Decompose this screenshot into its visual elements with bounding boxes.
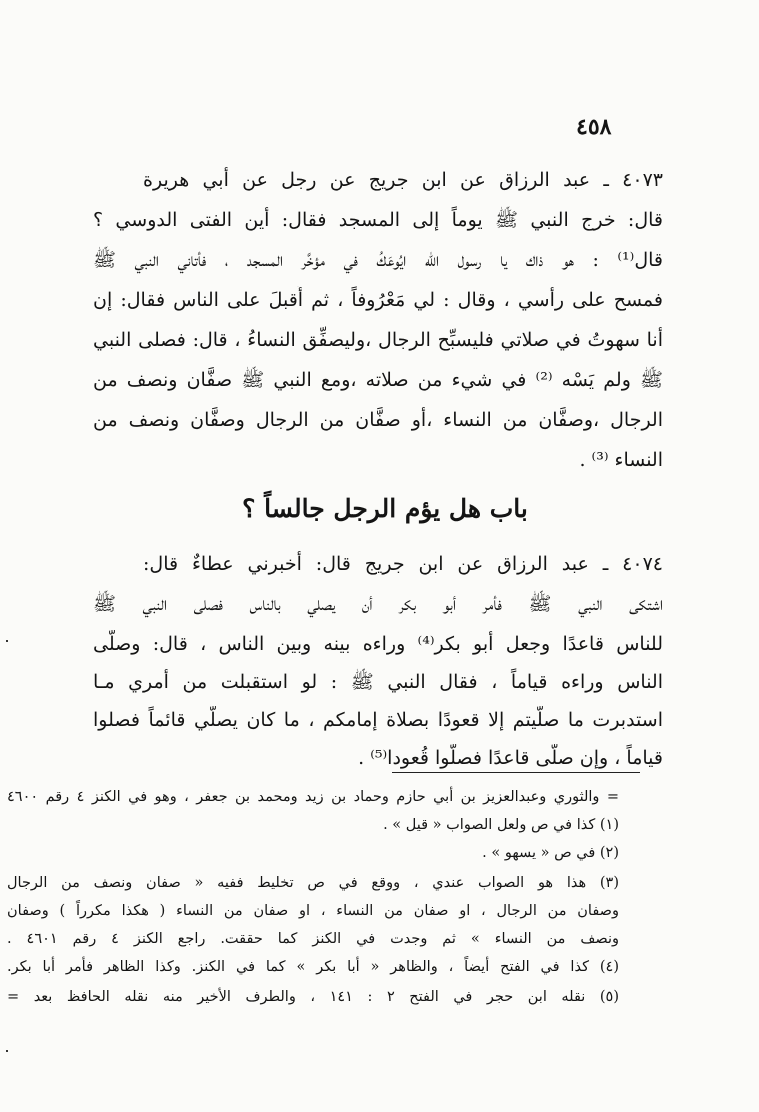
text-line: استدبرت ما صلَّيتم إلا قعودًا بصلاة إمامكم ، ما كان يصلّي قائماً فصلوا bbox=[93, 709, 663, 731]
scan-speck bbox=[6, 1050, 8, 1052]
text-line: فمسح على رأسي ، وقال : لي مَعْرُوفاً ، ثم أَقبلَ على الناس فقال: إن bbox=[93, 289, 663, 311]
footnote-line: (٢) في ص « يسهو » . bbox=[482, 845, 619, 861]
footnote-line: (١) كذا في ص ولعل الصواب « قيل » . bbox=[383, 817, 619, 833]
text-line: ﷺ ولم يَسْه ⁽²⁾ في شيء من صلاته ،ومع النبي ﷺ صفَّان ونصف من bbox=[93, 369, 663, 391]
text-line: الرجال ،وصفَّان من النساء ،أو صفَّان من الرجال وصفَّان ونصف من bbox=[93, 409, 663, 431]
chapter-heading: باب هل يؤم الرجل جالساً ؟ bbox=[242, 494, 528, 523]
text-line: للناس قاعدًا وجعل أبو بكر⁽⁴⁾ وراءه بينه وبين الناس ، قال: وصلّى bbox=[93, 633, 663, 655]
footnote-divider bbox=[392, 772, 640, 773]
footnote-line: ونصف من النساء » ثم وجدت في الكنز كما حققت. راجع الكنز ٤ رقم ٤٦٠١ . bbox=[7, 931, 619, 947]
text-line: ٤٠٧٣ ـ عبد الرزاق عن ابن جريج عن رجل عن أبي هريرة bbox=[143, 169, 663, 191]
text-line: اشتكى النبي ﷺ فأمر أبو بكر أن يصلي بالناس فصلى النبي ﷺ bbox=[93, 593, 663, 615]
text-line: قال⁽¹⁾ : هو ذاك يا رسول الله ايُوعَكُ في مؤخَّر المسجد ، فأتاني النبي ﷺ bbox=[93, 249, 663, 271]
text-line: الناس وراءه قياماً ، فقال النبي ﷺ : لو استقبلت من أمري مـا bbox=[93, 671, 663, 693]
footnote-line: (٤) كذا في الفتح أيضاً ، والظاهر « أبا بكر » كما في الكنز. وكذا الظاهر فأمر أبا بكر. bbox=[7, 959, 619, 975]
text-line: ٤٠٧٤ ـ عبد الرزاق عن ابن جريج قال: أخبرني عطاءٌ قال: bbox=[143, 553, 663, 575]
footnote-line: = والثوري وعبدالعزيز بن أبي حازم وحماد بن زيد ومحمد بن جعفر ، وهو في الكنز ٤ رقم ٤٦٠٠ bbox=[7, 789, 619, 805]
page-number: ٤٥٨ bbox=[576, 114, 612, 140]
text-line: قياماً ، وإن صلّى قاعدًا فصلُّوا قُعودا⁽⁵⁾ . bbox=[358, 747, 663, 769]
text-line: قال: خرج النبي ﷺ يوماً إلى المسجد فقال: أين الفتى الدوسي ؟ bbox=[93, 209, 663, 231]
text-line: النساء ⁽³⁾ . bbox=[579, 449, 663, 471]
text-line: أنا سهوتُ في صلاتي فليسبِّح الرجال ،وليصفِّق النساءُ ، قال: فصلى النبي bbox=[93, 329, 663, 351]
scan-speck bbox=[6, 640, 8, 642]
footnote-line: (٣) هذا هو الصواب عندي ، ووقع في ص تخليط ففيه « صفان ونصف من الرجال bbox=[7, 875, 619, 891]
footnote-line: وصفان من الرجال ، او صفان من النساء ، او صفان من النساء ( هكذا مكرراً ) وصفان bbox=[7, 903, 619, 919]
footnote-line: (٥) نقله ابن حجر في الفتح ٢ : ١٤١ ، والطرف الأخير منه نقله الحافظ بعد = bbox=[7, 989, 619, 1005]
